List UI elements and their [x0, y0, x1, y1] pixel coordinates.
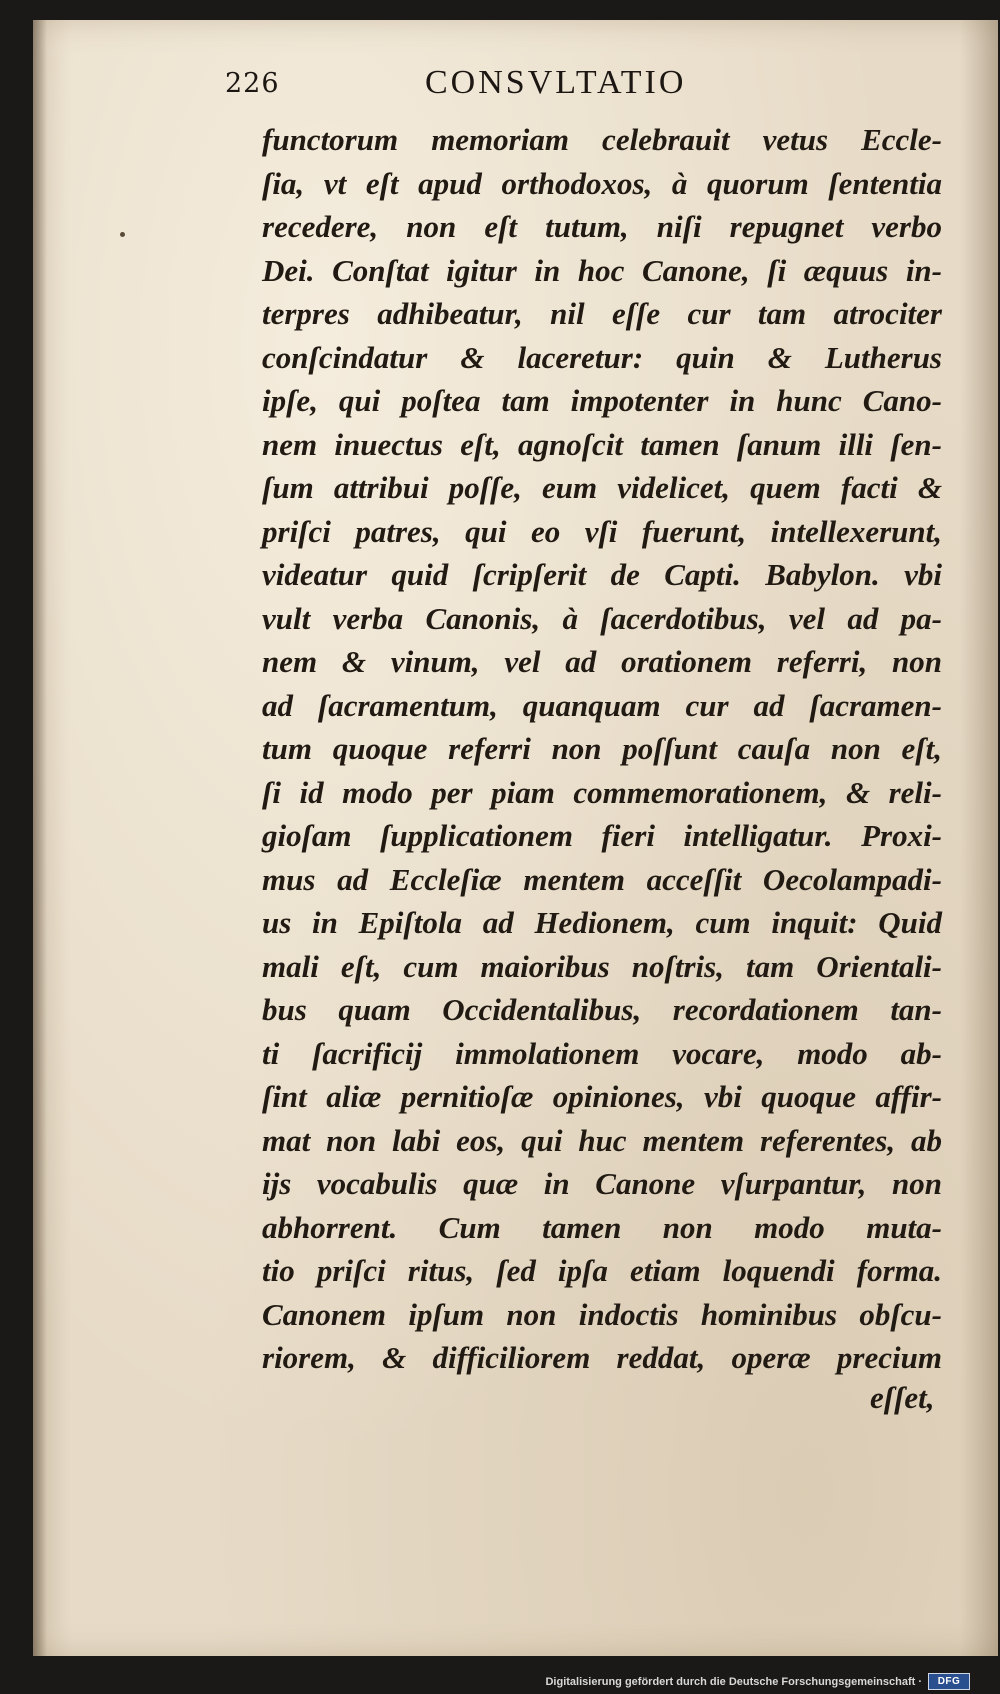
text-line: videatur quid ſcripſerit de Capti. Babylon. vbi	[262, 557, 942, 592]
text-line: riorem, & difficiliorem reddat, operæ precium	[262, 1340, 942, 1375]
text-line: Dei. Conſtat igitur in hoc Canone, ſi æquus in-	[262, 252, 942, 288]
text-line: recedere, non eſt tutum, niſi repugnet verbo	[262, 209, 942, 244]
text-line: ſum attribui poſſe, eum videlicet, quem facti &	[262, 470, 942, 505]
text-line: ijs vocabulis quæ in Canone vſurpantur, non	[262, 1166, 942, 1201]
text-line: us in Epiſtola ad Hedionem, cum inquit: Quid	[262, 905, 942, 940]
page-number: 226	[225, 68, 280, 99]
text-line: abhorrent. Cum tamen non modo muta-	[262, 1209, 942, 1245]
text-line: conſcindatur & laceretur: quin & Lutherus	[262, 339, 942, 375]
catchword: eſſet,	[870, 1380, 935, 1415]
text-line: terpres adhibeatur, nil eſſe cur tam atrociter	[262, 296, 942, 331]
text-line: mali eſt, cum maioribus noſtris, tam Orientali-	[262, 948, 942, 984]
text-line: gioſam ſupplicationem fieri intelligatur. Proxi-	[262, 818, 942, 853]
margin-mark	[120, 232, 125, 237]
text-line: tio priſci ritus, ſed ipſa etiam loquendi forma.	[262, 1253, 942, 1288]
text-line: nem inuectus eſt, agnoſcit tamen ſanum illi ſen-	[262, 426, 942, 462]
text-line: Canonem ipſum non indoctis hominibus obſcu-	[262, 1296, 942, 1332]
text-line: functorum memoriam celebrauit vetus Eccle-	[262, 122, 942, 157]
text-line: ſint aliæ pernitioſæ opiniones, vbi quoque affir-	[262, 1079, 942, 1114]
text-line: tum quoque referri non poſſunt cauſa non eſt,	[262, 731, 942, 766]
body-text	[262, 118, 942, 1380]
running-head: CONSVLTATIO	[425, 64, 687, 101]
dfg-logo: DFG	[928, 1673, 970, 1690]
text-line: vult verba Canonis, à ſacerdotibus, vel ad pa-	[262, 600, 942, 636]
text-line: priſci patres, qui eo vſi fuerunt, intellexerunt,	[262, 513, 942, 549]
text-line: ſi id modo per piam commemorationem, & reli-	[262, 774, 942, 810]
text-line: mat non labi eos, qui huc mentem referentes, ab	[262, 1122, 942, 1158]
text-line: nem & vinum, vel ad orationem referri, non	[262, 644, 942, 679]
text-line: ti ſacrificij immolationem vocare, modo ab-	[262, 1035, 942, 1071]
text-line: ipſe, qui poſtea tam impotenter in hunc Cano-	[262, 383, 942, 418]
gutter-shadow	[33, 20, 47, 1656]
digitization-credit: Digitalisierung gefördert durch die Deutsche Forschungsgemeinschaft ·	[545, 1676, 922, 1688]
text-line: ſia, vt eſt apud orthodoxos, à quorum ſententia	[262, 165, 942, 201]
text-line: ad ſacramentum, quanquam cur ad ſacramen-	[262, 687, 942, 723]
text-line: bus quam Occidentalibus, recordationem tan-	[262, 992, 942, 1027]
page-header	[225, 62, 945, 110]
text-line: mus ad Eccleſiæ mentem acceſſit Oecolampadi-	[262, 861, 942, 897]
